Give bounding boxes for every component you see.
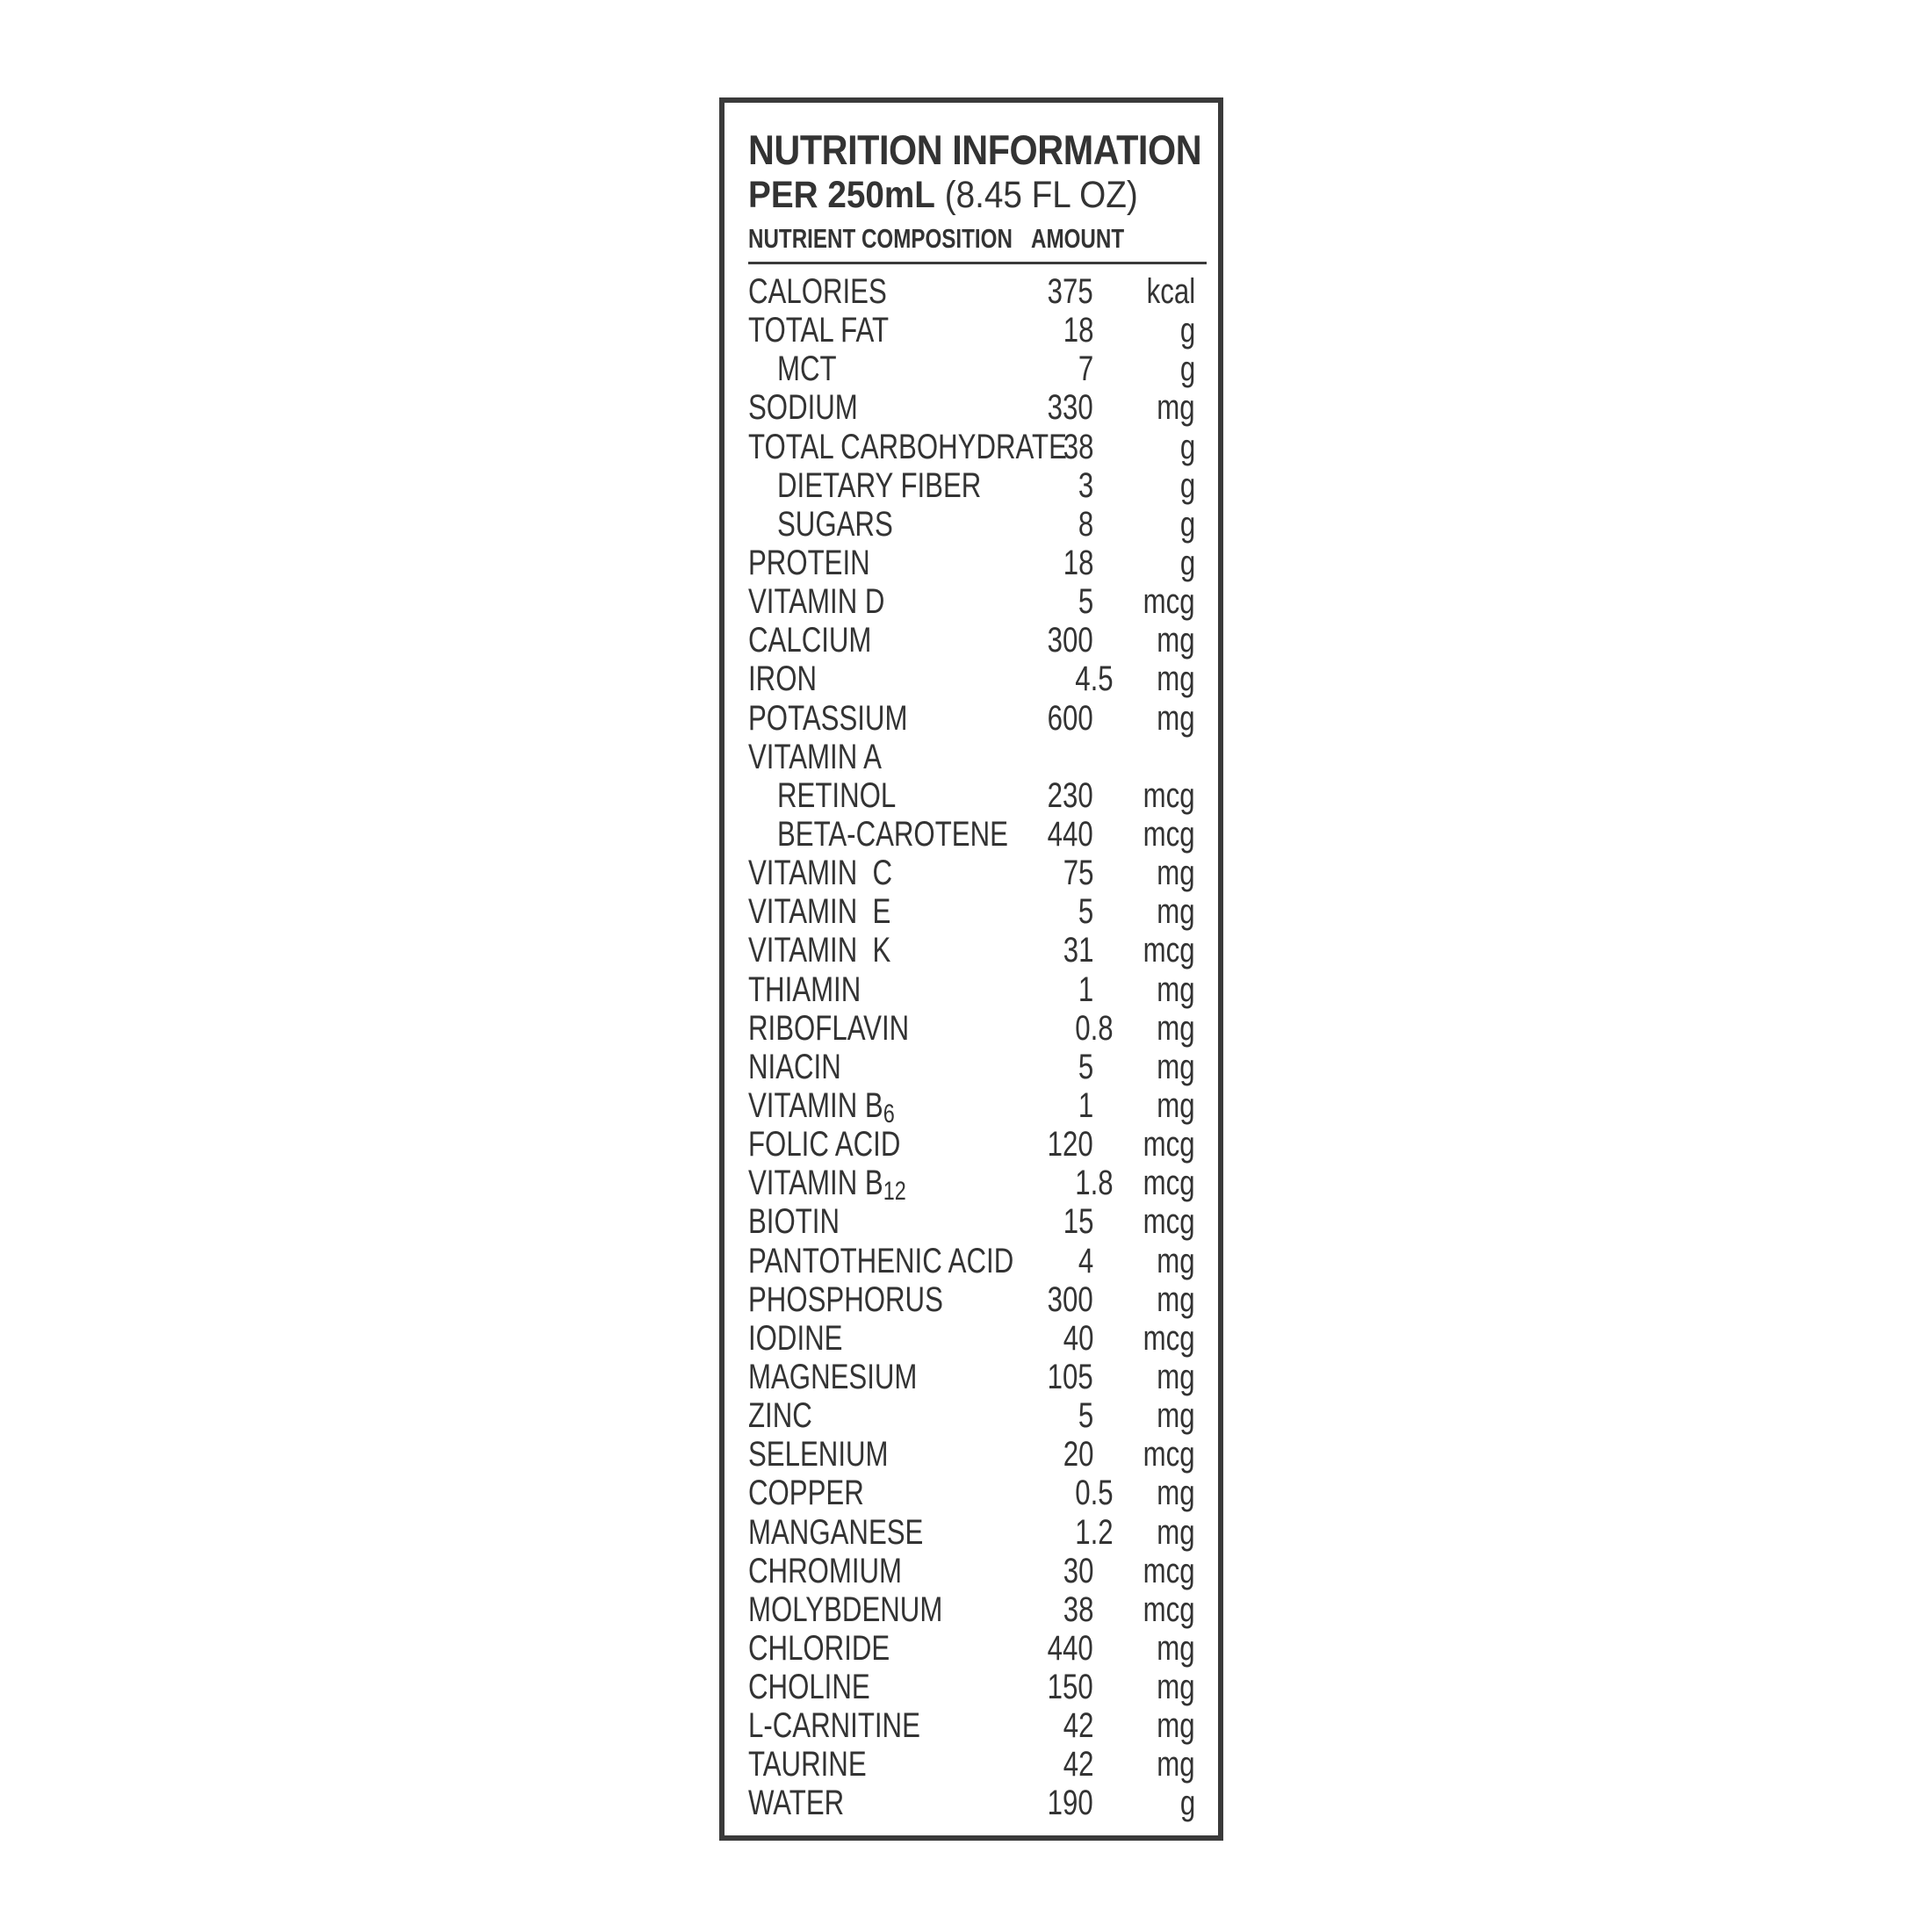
nutrient-name [748, 428, 1067, 466]
nutrient-name-subscript: 12 [883, 1177, 906, 1207]
nutrient-name [748, 1202, 840, 1241]
nutrient-unit: mg [1157, 621, 1195, 660]
nutrient-unit: g [1179, 350, 1195, 389]
nutrient-amount: 31 [1063, 931, 1093, 970]
nutrient-amount: 42 [1063, 1706, 1093, 1746]
nutrient-name-text: POTASSIUM [748, 698, 908, 738]
nutrient-name [748, 660, 817, 698]
nutrient-unit: mg [1157, 1357, 1195, 1396]
nutrient-name-text: VITAMIN E [748, 892, 891, 932]
nutrient-row [724, 428, 1218, 466]
nutrient-row [724, 738, 1218, 776]
nutrient-amount: 1.2 [1075, 1512, 1114, 1552]
nutrient-amount: 30 [1063, 1551, 1093, 1590]
nutrient-amount: 38 [1063, 427, 1093, 466]
nutrient-row [724, 1668, 1218, 1706]
nutrient-name [748, 544, 870, 582]
nutrient-unit: mg [1157, 1241, 1195, 1280]
nutrient-row [724, 311, 1218, 350]
nutrient-name-text: IRON [748, 660, 817, 699]
nutrient-row [724, 970, 1218, 1009]
nutrient-name [748, 1086, 895, 1128]
nutrient-unit: mg [1157, 1745, 1195, 1784]
nutrient-name-text: CALORIES [748, 272, 887, 311]
nutrient-name [748, 388, 858, 427]
nutrient-amount: 5 [1078, 892, 1093, 932]
nutrient-unit: mcg [1143, 582, 1195, 622]
nutrient-name [748, 1280, 943, 1319]
nutrient-name-text: WATER [748, 1784, 845, 1823]
nutrient-name [748, 1784, 844, 1822]
nutrient-unit: g [1179, 504, 1195, 544]
nutrient-name-text: SELENIUM [748, 1435, 889, 1474]
nutrient-name-text: BIOTIN [748, 1202, 840, 1242]
nutrient-row [724, 660, 1218, 698]
nutrient-amount: 600 [1047, 698, 1093, 738]
nutrient-amount: 42 [1063, 1745, 1093, 1784]
nutrient-row [724, 931, 1218, 970]
nutrient-unit: mcg [1143, 814, 1195, 854]
nutrient-amount: 330 [1047, 388, 1093, 428]
nutrient-name [748, 1396, 812, 1435]
nutrient-amount: 3 [1078, 465, 1093, 505]
nutrient-amount: 190 [1047, 1784, 1093, 1823]
nutrient-name [748, 1125, 900, 1164]
serving-size-imperial: (8.45 FL OZ) [934, 174, 1138, 216]
nutrient-name [748, 931, 890, 970]
nutrient-unit: g [1179, 427, 1195, 466]
nutrient-name [777, 505, 893, 544]
nutrient-unit: mg [1157, 854, 1195, 893]
nutrient-amount: 150 [1047, 1668, 1093, 1707]
nutrient-amount: 1 [1078, 1085, 1093, 1125]
nutrient-name-text: CHOLINE [748, 1668, 870, 1707]
nutrient-amount: 105 [1047, 1357, 1093, 1396]
nutrient-unit: mg [1157, 1512, 1195, 1552]
nutrient-name-text: VITAMIN C [748, 854, 893, 893]
nutrient-name-text: PHOSPHORUS [748, 1280, 943, 1319]
nutrient-row [724, 621, 1218, 660]
nutrient-row [724, 466, 1218, 505]
nutrient-name [748, 1590, 942, 1629]
column-header-nutrient: NUTRIENT COMPOSITION [748, 223, 1013, 254]
nutrient-name [748, 1629, 890, 1668]
nutrient-unit: mg [1157, 660, 1195, 699]
nutrient-row [724, 1706, 1218, 1745]
nutrient-name-text: MANGANESE [748, 1512, 924, 1552]
nutrient-row [724, 1048, 1218, 1086]
nutrient-amount: 5 [1078, 1396, 1093, 1436]
nutrient-amount: 5 [1078, 582, 1093, 622]
nutrient-name-text: VITAMIN K [748, 931, 891, 970]
nutrient-unit: mg [1157, 970, 1195, 1009]
nutrient-name-text: COPPER [748, 1474, 864, 1513]
nutrient-name-text: IODINE [748, 1318, 843, 1358]
nutrient-row [724, 1242, 1218, 1280]
nutrient-unit: mg [1157, 1008, 1195, 1048]
nutrient-row [724, 1513, 1218, 1552]
nutrient-name-text: RETINOL [777, 775, 897, 815]
nutrient-name [777, 776, 896, 815]
nutrient-unit: mg [1157, 1396, 1195, 1436]
nutrient-unit: mcg [1143, 1125, 1195, 1164]
nutrient-unit: g [1179, 543, 1195, 582]
nutrient-name-text: SUGARS [777, 504, 893, 544]
nutrient-name-text: VITAMIN B [748, 1164, 883, 1203]
nutrient-unit: mg [1157, 1280, 1195, 1319]
nutrient-amount: 230 [1047, 775, 1093, 815]
nutrient-unit: mcg [1143, 1590, 1195, 1629]
nutrient-name-text: THIAMIN [748, 970, 861, 1009]
nutrient-amount: 120 [1047, 1125, 1093, 1164]
nutrient-row [724, 1202, 1218, 1241]
nutrient-row [724, 699, 1218, 738]
nutrient-name-text: CALCIUM [748, 621, 872, 660]
nutrient-unit: mg [1157, 1706, 1195, 1746]
nutrient-unit: g [1179, 1784, 1195, 1823]
nutrient-row [724, 544, 1218, 582]
nutrient-name-text: VITAMIN B [748, 1085, 883, 1125]
nutrient-unit: mg [1157, 1047, 1195, 1086]
nutrient-amount: 0.8 [1075, 1008, 1114, 1048]
nutrient-name [777, 466, 981, 505]
nutrient-row [724, 1009, 1218, 1048]
nutrient-amount: 4.5 [1075, 660, 1114, 699]
nutrient-amount: 7 [1078, 350, 1093, 389]
nutrient-unit: mg [1157, 1628, 1195, 1668]
nutrient-amount: 440 [1047, 814, 1093, 854]
nutrient-name-text: ZINC [748, 1396, 812, 1436]
serving-size [748, 173, 1138, 217]
nutrient-unit: mcg [1143, 1551, 1195, 1590]
nutrient-name-text: TAURINE [748, 1745, 867, 1784]
nutrient-name [748, 738, 882, 776]
nutrient-name-text: TOTAL FAT [748, 311, 890, 350]
nutrient-name [748, 699, 907, 738]
nutrient-row [724, 1319, 1218, 1358]
nutrient-amount: 38 [1063, 1590, 1093, 1629]
nutrient-row [724, 776, 1218, 815]
nutrient-name [748, 1242, 1013, 1280]
nutrient-unit: mg [1157, 1474, 1195, 1513]
nutrient-name [748, 1552, 902, 1590]
nutrient-row [724, 1435, 1218, 1474]
nutrient-name-subscript: 6 [883, 1099, 895, 1128]
nutrient-row [724, 1085, 1218, 1128]
nutrient-table [724, 272, 1218, 1823]
nutrient-row [724, 1745, 1218, 1784]
nutrient-amount: 18 [1063, 311, 1093, 350]
nutrient-unit: mg [1157, 1668, 1195, 1707]
nutrient-name [748, 1745, 867, 1784]
nutrient-name-text: RIBOFLAVIN [748, 1008, 910, 1048]
nutrient-unit: kcal [1146, 272, 1195, 311]
nutrient-name [777, 815, 1008, 854]
nutrient-name [748, 1164, 906, 1206]
nutrient-amount: 40 [1063, 1318, 1093, 1358]
nutrient-amount: 1.8 [1075, 1164, 1114, 1203]
nutrient-name [748, 892, 890, 931]
nutrient-name [748, 311, 889, 350]
nutrient-row [724, 1474, 1218, 1512]
nutrient-name-text: CHLORIDE [748, 1628, 890, 1668]
nutrient-name [748, 582, 884, 621]
nutrient-row [724, 388, 1218, 427]
nutrient-name-text: VITAMIN A [748, 737, 882, 776]
nutrient-amount: 440 [1047, 1628, 1093, 1668]
nutrient-unit: g [1179, 311, 1195, 350]
nutrient-row [724, 1358, 1218, 1396]
nutrient-amount: 5 [1078, 1047, 1093, 1086]
nutrient-amount: 8 [1078, 504, 1093, 544]
nutrient-row [724, 815, 1218, 854]
nutrient-row [724, 1396, 1218, 1435]
column-header-amount: AMOUNT [1031, 223, 1125, 254]
nutrient-name-text: NIACIN [748, 1047, 841, 1086]
nutrient-amount: 0.5 [1075, 1474, 1114, 1513]
nutrient-name [748, 1435, 889, 1474]
nutrient-unit: g [1179, 465, 1195, 505]
nutrient-amount: 300 [1047, 1280, 1093, 1319]
nutrient-name-text: MOLYBDENUM [748, 1590, 943, 1629]
nutrient-name-text: PROTEIN [748, 543, 870, 582]
nutrient-name-text: MCT [777, 350, 837, 389]
nutrient-row [724, 1784, 1218, 1822]
nutrient-amount: 20 [1063, 1435, 1093, 1474]
nutrient-row [724, 272, 1218, 311]
nutrient-unit: mg [1157, 1085, 1195, 1125]
nutrient-amount: 18 [1063, 543, 1093, 582]
serving-size-metric: PER 250mL [748, 174, 935, 216]
nutrient-unit: mcg [1143, 1435, 1195, 1474]
nutrient-amount: 15 [1063, 1202, 1093, 1242]
nutrient-row [724, 1590, 1218, 1629]
nutrient-name [748, 1668, 870, 1706]
nutrient-row [724, 892, 1218, 931]
nutrient-unit: mg [1157, 892, 1195, 932]
nutrient-unit: mg [1157, 698, 1195, 738]
nutrient-name-text: FOLIC ACID [748, 1125, 901, 1164]
nutrient-name-text: PANTOTHENIC ACID [748, 1241, 1014, 1280]
nutrient-name-text: L-CARNITINE [748, 1706, 920, 1746]
nutrient-amount: 4 [1078, 1241, 1093, 1280]
nutrient-name [748, 272, 887, 311]
nutrient-unit: mcg [1143, 1164, 1195, 1203]
nutrient-row [724, 1629, 1218, 1668]
nutrient-row [724, 505, 1218, 544]
nutrient-name [748, 1513, 923, 1552]
nutrient-name-text: VITAMIN D [748, 582, 885, 622]
nutrient-unit: mcg [1143, 775, 1195, 815]
nutrient-unit: mcg [1143, 1318, 1195, 1358]
nutrient-name [748, 854, 892, 892]
nutrient-name [777, 350, 837, 388]
label-title: NUTRITION INFORMATION [748, 126, 1202, 173]
nutrient-row [724, 1552, 1218, 1590]
nutrient-name [748, 1358, 917, 1396]
nutrient-unit: mcg [1143, 931, 1195, 970]
nutrient-amount: 300 [1047, 621, 1093, 660]
nutrient-unit: mg [1157, 388, 1195, 428]
nutrient-row [724, 1164, 1218, 1207]
nutrient-name [748, 1009, 909, 1048]
nutrient-name [748, 1048, 841, 1086]
nutrient-name-text: MAGNESIUM [748, 1357, 918, 1396]
nutrient-amount: 1 [1078, 970, 1093, 1009]
nutrient-row [724, 350, 1218, 388]
nutrient-name [748, 621, 871, 660]
nutrient-row [724, 854, 1218, 892]
nutrient-name [748, 1474, 864, 1512]
nutrient-amount: 75 [1063, 854, 1093, 893]
nutrient-name-text: BETA-CAROTENE [777, 814, 1008, 854]
nutrient-row [724, 582, 1218, 621]
header-divider [748, 262, 1207, 264]
nutrient-name-text: SODIUM [748, 388, 858, 428]
nutrient-row [724, 1125, 1218, 1164]
nutrition-label-panel [719, 97, 1223, 1841]
nutrient-name-text: DIETARY FIBER [777, 465, 982, 505]
nutrient-name-text: CHROMIUM [748, 1551, 903, 1590]
nutrient-name-text: TOTAL CARBOHYDRATE [748, 427, 1067, 466]
nutrient-amount: 375 [1047, 272, 1093, 311]
nutrient-row [724, 1280, 1218, 1319]
nutrient-name [748, 1706, 920, 1745]
nutrient-unit: mcg [1143, 1202, 1195, 1242]
nutrient-name [748, 970, 861, 1009]
nutrient-name [748, 1319, 842, 1358]
